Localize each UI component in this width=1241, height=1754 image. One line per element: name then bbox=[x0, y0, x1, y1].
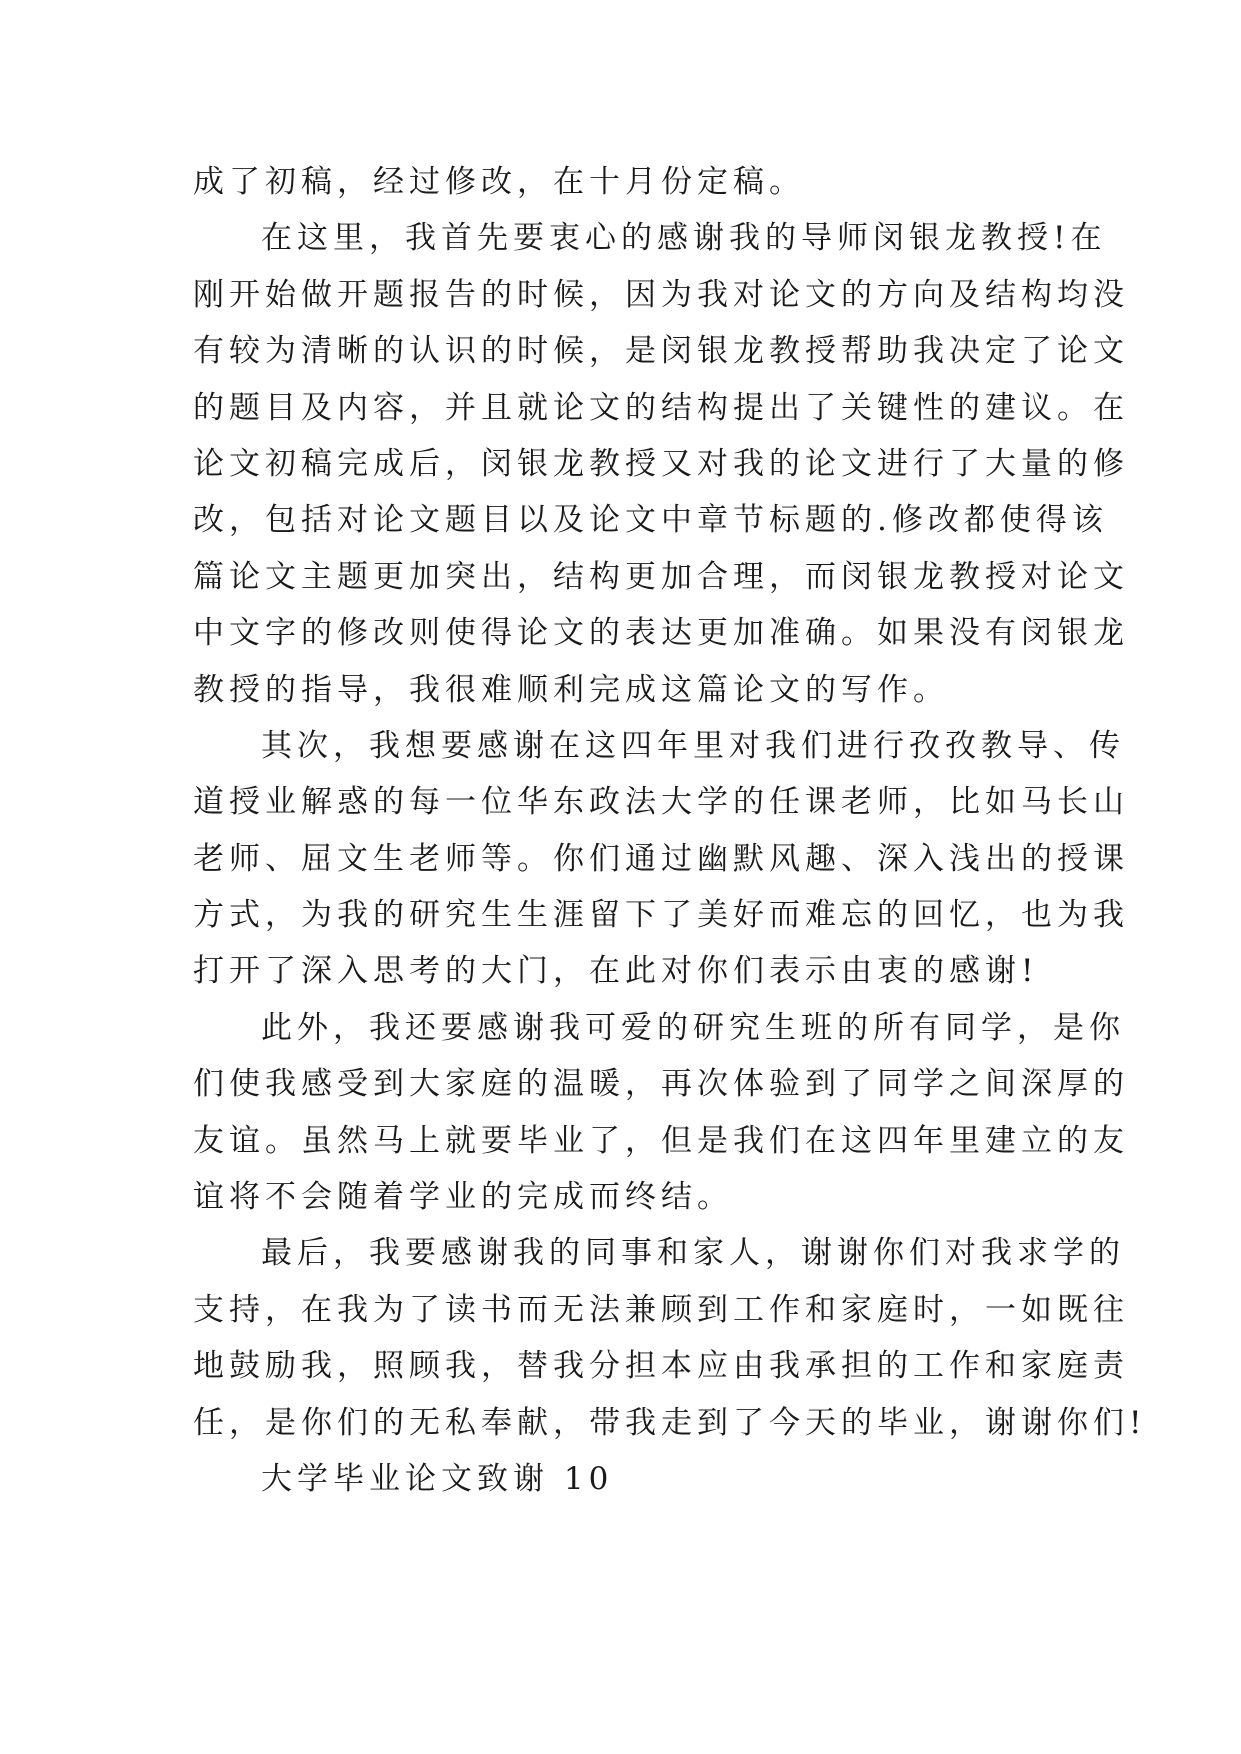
text-line: 方式，为我的研究生生涯留下了美好而难忘的回忆，也为我 bbox=[193, 897, 1129, 934]
text-line: 道授业解惑的每一位华东政法大学的任课老师，比如马长山 bbox=[193, 784, 1129, 821]
text-line: 其次，我想要感谢在这四年里对我们进行孜孜教导、传 bbox=[261, 727, 1125, 764]
text-line: 教授的指导，我很难顺利完成这篇论文的写作。 bbox=[193, 671, 949, 708]
text-line: 在这里，我首先要衷心的感谢我的导师闵银龙教授!在 bbox=[261, 220, 1107, 257]
text-line: 们使我感受到大家庭的温暖，再次体验到了同学之间深厚的 bbox=[193, 1066, 1129, 1103]
text-line: 成了初稿，经过修改，在十月份定稿。 bbox=[193, 164, 805, 200]
text-line: 改，包括对论文题目以及论文中章节标题的.修改都使得该 bbox=[193, 502, 1108, 539]
text-line: 篇论文主题更加突出，结构更加合理，而闵银龙教授对论文 bbox=[193, 558, 1129, 595]
text-line: 友谊。虽然马上就要毕业了，但是我们在这四年里建立的友 bbox=[193, 1122, 1129, 1159]
text-line: 最后，我要感谢我的同事和家人，谢谢你们对我求学的 bbox=[261, 1235, 1125, 1272]
text-line: 谊将不会随着学业的完成而终结。 bbox=[193, 1179, 733, 1216]
document-body bbox=[193, 154, 1147, 1507]
text-line: 中文字的修改则使得论文的表达更加准确。如果没有闵银龙 bbox=[193, 615, 1129, 652]
text-line: 此外，我还要感谢我可爱的研究生班的所有同学，是你 bbox=[261, 1009, 1125, 1046]
text-line: 有较为清晰的认识的时候，是闵银龙教授帮助我决定了论文 bbox=[193, 333, 1129, 370]
text-line: 打开了深入思考的大门，在此对你们表示由衷的感谢! bbox=[193, 953, 1039, 990]
text-line: 任，是你们的无私奉献，带我走到了今天的毕业，谢谢你们! bbox=[193, 1404, 1147, 1441]
text-line: 大学毕业论文致谢 10 bbox=[261, 1460, 614, 1497]
text-line: 支持，在我为了读书而无法兼顾到工作和家庭时，一如既往 bbox=[193, 1291, 1129, 1328]
text-line: 地鼓励我，照顾我，替我分担本应由我承担的工作和家庭责 bbox=[193, 1348, 1129, 1385]
text-line: 老师、屈文生老师等。你们通过幽默风趣、深入浅出的授课 bbox=[193, 840, 1129, 877]
text-line: 的题目及内容，并且就论文的结构提出了关键性的建议。在 bbox=[193, 389, 1129, 426]
text-line: 刚开始做开题报告的时候，因为我对论文的方向及结构均没 bbox=[193, 276, 1129, 313]
text-line: 论文初稿完成后，闵银龙教授又对我的论文进行了大量的修 bbox=[193, 445, 1129, 482]
